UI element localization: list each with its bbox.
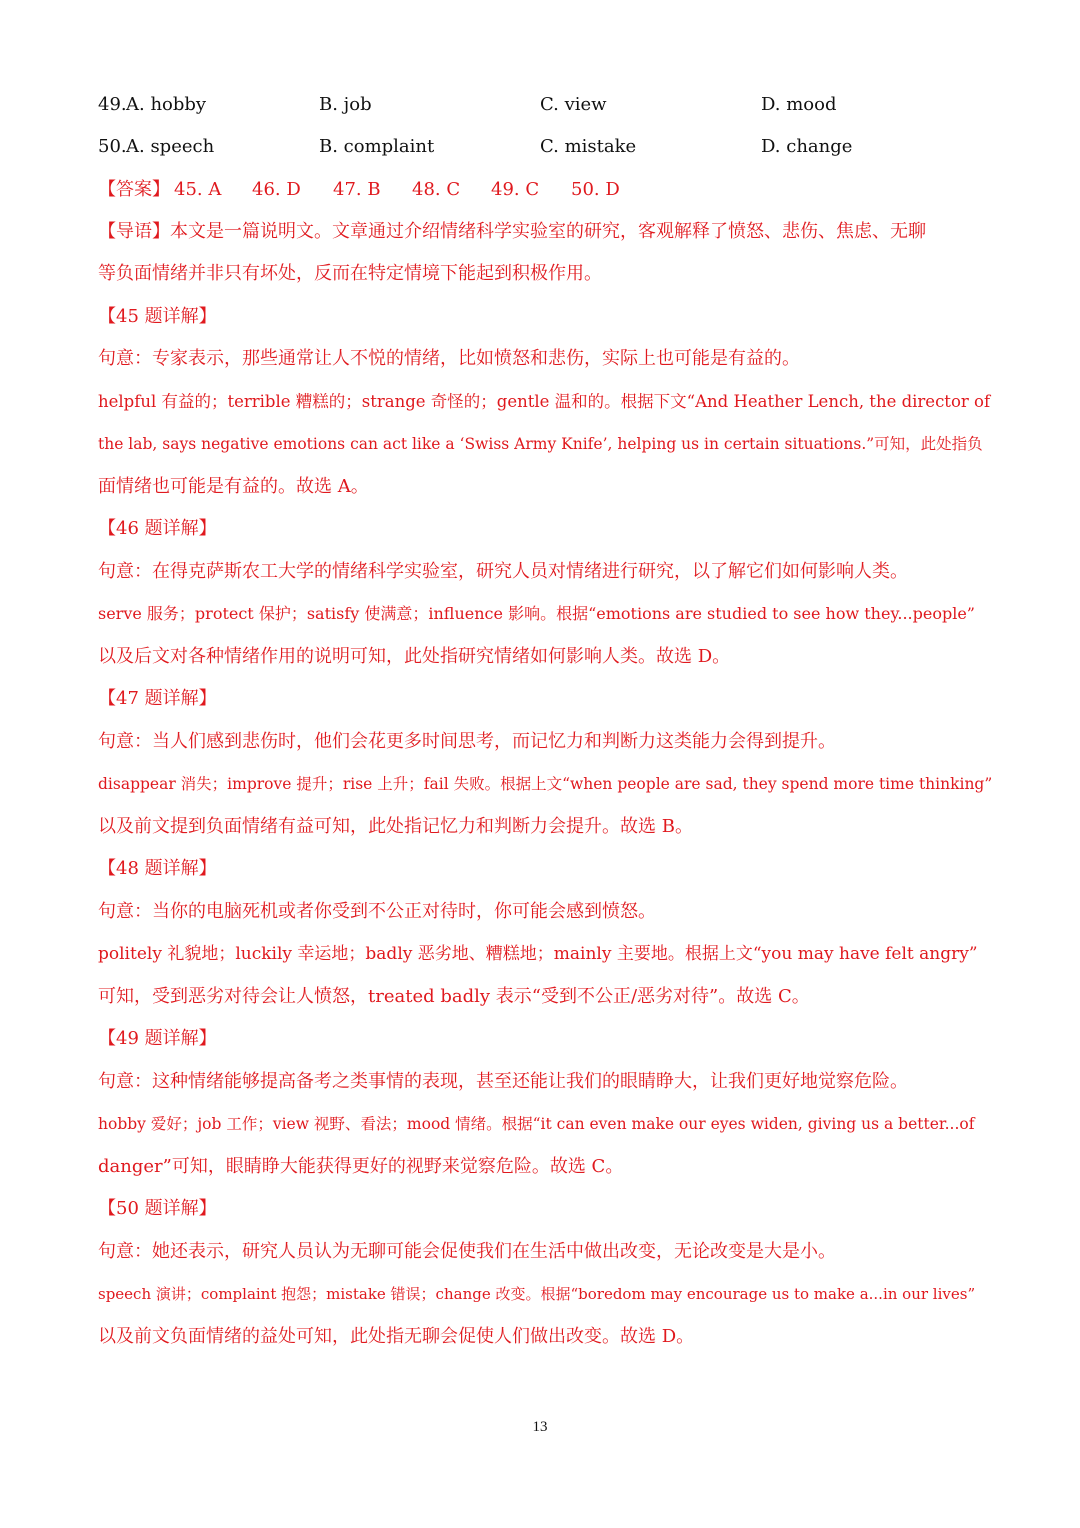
detail-line: 面情绪也可能是有益的。故选 A。 — [98, 476, 369, 497]
detail-heading-48: 【48 题详解】 — [98, 858, 217, 879]
detail-heading-50: 【50 题详解】 — [98, 1198, 217, 1219]
option-b: B. job — [319, 94, 372, 115]
detail-line: danger”可知，眼睛睁大能获得更好的视野来觉察危险。故选 C。 — [98, 1156, 624, 1177]
detail-line: 句意：专家表示，那些通常让人不悦的情绪，比如愤怒和悲伤，实际上也可能是有益的。 — [98, 348, 800, 369]
detail-line: 可知，受到恶劣对待会让人愤怒，treated badly 表示“受到不公正/恶劣对待”。故选 C。 — [98, 986, 810, 1007]
detail-line: 句意：这种情绪能够提高备考之类事情的表现，甚至还能让我们的眼睛睁大，让我们更好地觉察危险。 — [98, 1071, 908, 1092]
option-c: C. mistake — [540, 136, 637, 157]
detail-line: 句意：在得克萨斯农工大学的情绪科学实验室，研究人员对情绪进行研究，以了解它们如何影响人类。 — [98, 561, 908, 582]
option-d: D. mood — [761, 94, 837, 115]
detail-heading-45: 【45 题详解】 — [98, 306, 217, 327]
answer-item: 49. C — [491, 179, 540, 200]
detail-line: speech 演讲；complaint 抱怨；mistake 错误；change 改变。根据“boredom may encourage us to make a...in our lives” — [98, 1285, 976, 1303]
page-number: 13 — [532, 1419, 548, 1435]
answer-item: 48. C — [412, 179, 461, 200]
detail-line: 句意：她还表示，研究人员认为无聊可能会促使我们在生活中做出改变，无论改变是大是小。 — [98, 1241, 836, 1262]
detail-heading-47: 【47 题详解】 — [98, 688, 217, 709]
detail-line: serve 服务；protect 保护；satisfy 使满意；influence 影响。根据“emotions are studied to see how they...people” — [98, 604, 975, 623]
detail-heading-49: 【49 题详解】 — [98, 1028, 217, 1049]
detail-line: disappear 消失；improve 提升；rise 上升；fail 失败。根据上文“when people are sad, they spend more time thinking” — [98, 775, 993, 793]
detail-line: 句意：当人们感到悲伤时，他们会花更多时间思考，而记忆力和判断力这类能力会得到提升。 — [98, 731, 836, 752]
detail-line: the lab, says negative emotions can act like a ‘Swiss Army Knife’, helping us in certain situations.”可知，此处指负 — [98, 435, 983, 453]
detail-line: 以及后文对各种情绪作用的说明可知，此处指研究情绪如何影响人类。故选 D。 — [98, 646, 731, 667]
answer-item: 50. D — [571, 179, 620, 200]
answer-item: 46. D — [252, 179, 301, 200]
detail-line: 以及前文提到负面情绪有益可知，此处指记忆力和判断力会提升。故选 B。 — [98, 816, 693, 837]
option-c: C. view — [540, 94, 607, 115]
option-a: A. speech — [126, 136, 215, 157]
option-d: D. change — [761, 136, 853, 157]
detail-line: 以及前文负面情绪的益处可知，此处指无聊会促使人们做出改变。故选 D。 — [98, 1326, 695, 1347]
detail-line: politely 礼貌地；luckily 幸运地；badly 恶劣地、糟糕地；mainly 主要地。根据上文“you may have felt angry” — [98, 944, 978, 964]
detail-line: 句意：当你的电脑死机或者你受到不公正对待时，你可能会感到愤怒。 — [98, 901, 656, 922]
question-50-number: 50. — [98, 136, 127, 157]
option-a: A. hobby — [126, 94, 207, 115]
answer-item: 45. A — [174, 179, 222, 200]
detail-heading-46: 【46 题详解】 — [98, 518, 217, 539]
answer-item: 47. B — [333, 179, 381, 200]
answer-label: 【答案】 — [98, 179, 170, 200]
detail-line: hobby 爱好；job 工作；view 视野、看法；mood 情绪。根据“it can even make our eyes widen, giving us a better...of — [98, 1115, 975, 1133]
guide-line: 【导语】本文是一篇说明文。文章通过介绍情绪科学实验室的研究，客观解释了愤怒、悲伤、焦虑、无聊 — [98, 221, 926, 242]
question-49-number: 49. — [98, 94, 127, 115]
guide-line: 等负面情绪并非只有坏处，反而在特定情境下能起到积极作用。 — [98, 263, 602, 284]
option-b: B. complaint — [319, 136, 435, 157]
detail-line: helpful 有益的；terrible 糟糕的；strange 奇怪的；gentle 温和的。根据下文“And Heather Lench, the director of — [98, 392, 991, 411]
